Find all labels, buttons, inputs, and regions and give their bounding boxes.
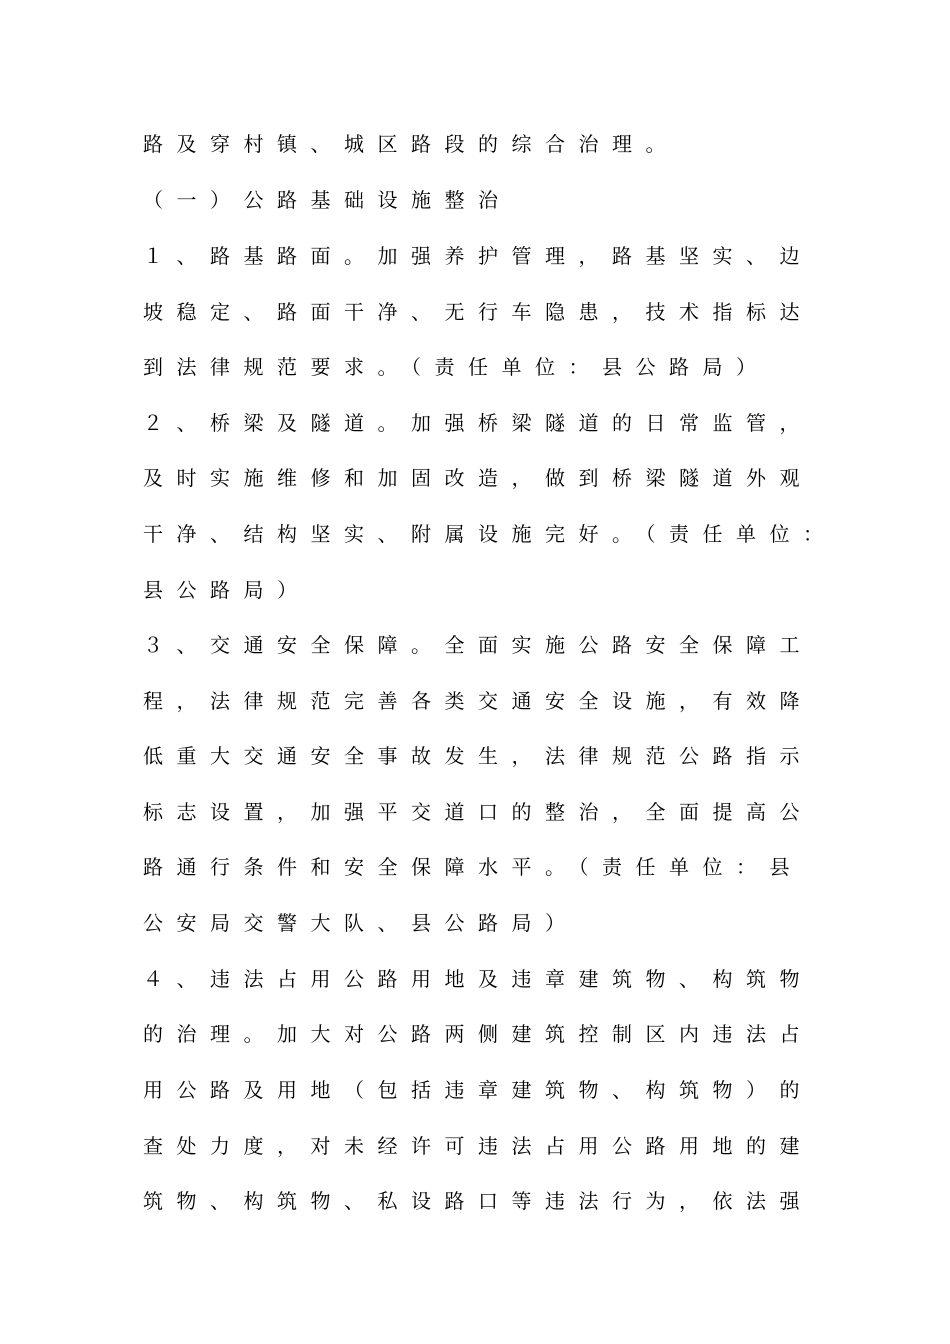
text-line: 的治理。加大对公路两侧建筑控制区内违法占 [143, 1022, 813, 1046]
text-line: ３、交通安全保障。全面实施公路安全保障工 [143, 633, 813, 657]
text-line: ２、桥梁及隧道。加强桥梁隧道的日常监管， [143, 411, 813, 435]
section-heading: （一）公路基础设施整治 [143, 188, 512, 212]
text-line: 查处力度，对未经许可违法占用公路用地的建 [143, 1134, 813, 1158]
text-line: １、路基路面。加强养护管理，路基坚实、边 [143, 244, 813, 268]
text-line: 用公路及用地（包括违章建筑物、构筑物）的 [143, 1078, 813, 1102]
text-line: ４、违法占用公路用地及违章建筑物、构筑物 [143, 967, 813, 991]
text-line: 低重大交通安全事故发生，法律规范公路指示 [143, 744, 813, 768]
text-line: 干净、结构坚实、附属设施完好。（责任单位： [143, 522, 837, 546]
text-line: 路及穿村镇、城区路段的综合治理。 [143, 132, 679, 156]
text-line: 县公路局） [143, 578, 311, 602]
text-line: 到法律规范要求。（责任单位：县公路局） [143, 355, 770, 379]
text-line: 坡稳定、路面干净、无行车隐患，技术指标达 [143, 300, 813, 324]
text-line: 筑物、构筑物、私设路口等违法行为，依法强 [143, 1189, 813, 1213]
text-line: 程，法律规范完善各类交通安全设施，有效降 [143, 689, 813, 713]
text-line: 标志设置，加强平交道口的整治，全面提高公 [143, 800, 813, 824]
text-line: 路通行条件和安全保障水平。（责任单位：县 [143, 855, 803, 879]
text-line: 及时实施维修和加固改造，做到桥梁隧道外观 [143, 466, 813, 490]
text-line: 公安局交警大队、县公路局） [143, 911, 579, 935]
